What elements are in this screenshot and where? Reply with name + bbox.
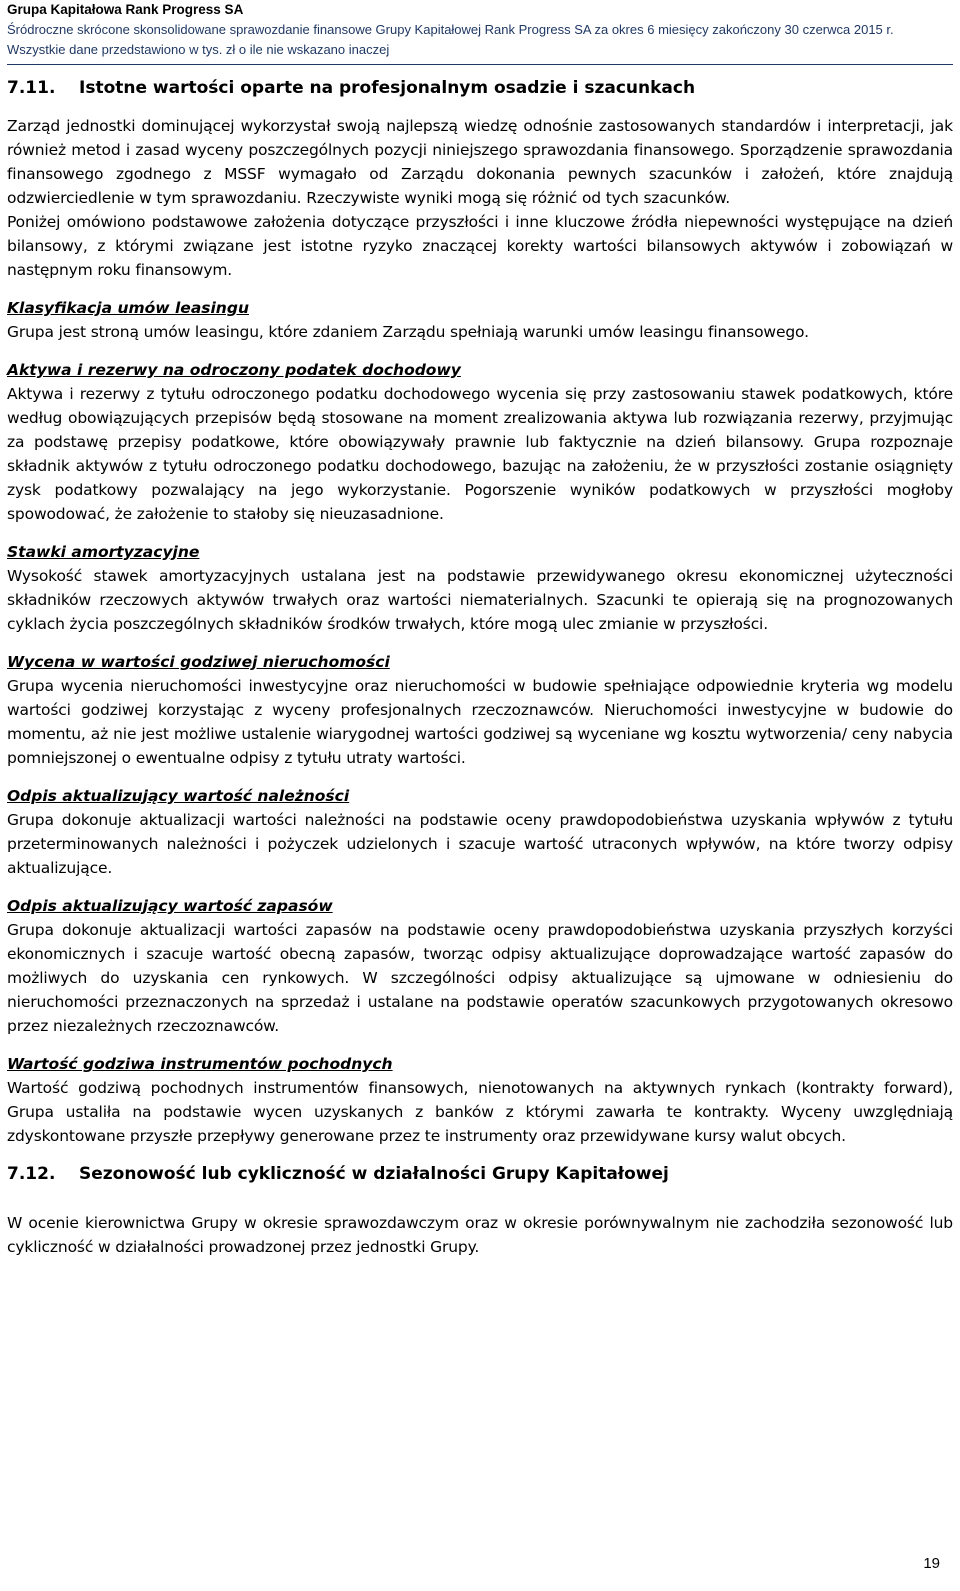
subsection-title-deferred-tax: Aktywa i rezerwy na odroczony podatek dochodowy	[7, 361, 461, 379]
subsection-title-fair-value-property: Wycena w wartości godziwej nieruchomości	[7, 653, 390, 671]
company-name: Grupa Kapitałowa Rank Progress SA	[7, 2, 244, 17]
intro-paragraph-2: Poniżej omówiono podstawowe założenia dotyczące przyszłości i inne kluczowe źródła niepewności występujące na dzień bilansowy, z którymi związane jest istotne ryzyko znaczącej korekty wartości bilansowych aktywów i zobowiązań w następnym roku finansowym.	[7, 213, 953, 279]
section-heading-7-12	[7, 1162, 953, 1186]
document-body	[7, 76, 953, 1259]
report-subtitle: Śródroczne skrócone skonsolidowane sprawozdanie finansowe Grupy Kapitałowej Rank Progress SA za okres 6 miesięcy zakończony 30 czerwca 2015 r.	[7, 22, 894, 37]
subsection-text-inventory: Grupa dokonuje aktualizacji wartości zapasów na podstawie oceny prawdopodobieństwa uzyskania przyszłych korzyści ekonomicznych i szacuje wartość obecną zapasów, tworząc odpisy aktualizujące doprowadzające wartość zapasów do możliwych do uzyskania cen rynkowych. W szczególności odpisy aktualizujące są ujmowane w odniesieniu do nieruchomości przeznaczonych na sprzedaż i ustalane na podstawie operatów szacunkowych przygotowanych okresowo przez niezależnych rzeczoznawców.	[7, 921, 953, 1035]
section-number: 7.11.	[7, 78, 56, 98]
subsection-title-inventory: Odpis aktualizujący wartość zapasów	[7, 897, 333, 915]
subsection-text-depreciation: Wysokość stawek amortyzacyjnych ustalana jest na podstawie przewidywanego okresu ekonomicznej użyteczności składników rzeczowych aktywów trwałych oraz wartości niematerialnych. Szacunki te opierają się na prognozowanych cyklach życia poszczególnych składników środków trwałych, które mogą ulec zmianie w przyszłości.	[7, 567, 953, 633]
page-header	[7, 0, 953, 60]
page-number: 19	[923, 1555, 940, 1572]
subsection-text-derivatives: Wartość godziwą pochodnych instrumentów finansowych, nienotowanych na aktywnych rynkach (kontrakty forward), Grupa ustaliła na podstawie wycen uzyskanych z banków z którymi zawarła te kontrakty. Wyceny uwzględniają zdyskontowane przyszłe przepływy generowane przez te instrumenty oraz przewidywane kursy walut obcych.	[7, 1079, 953, 1145]
seasonality-paragraph: W ocenie kierownictwa Grupy w okresie sprawozdawczym oraz w okresie porównywalnym nie zachodziła sezonowość lub cykliczność w działalności prowadzonej przez jednostki Grupy.	[7, 1214, 953, 1256]
subsection-title-depreciation: Stawki amortyzacyjne	[7, 543, 200, 561]
subsection-text-leasing: Grupa jest stroną umów leasingu, które zdaniem Zarządu spełniają warunki umów leasingu finansowego.	[7, 323, 809, 341]
subsection-text-deferred-tax: Aktywa i rezerwy z tytułu odroczonego podatku dochodowego wycenia się przy zastosowaniu stawek podatkowych, które według obowiązujących przepisów będą stosowane na moment zrealizowania aktywa lub rozwiązania rezerwy, przyjmując za podstawę przepisy podatkowe, które obowiązywały prawnie lub faktycznie na dzień bilansowy. Grupa rozpoznaje składnik aktywów z tytułu odroczonego podatku dochodowego, bazując na założeniu, że w przyszłości zostanie osiągnięty zysk podatkowy pozwalający na jego wykorzystanie. Pogorszenie wyników podatkowych w przyszłości mogłoby spowodować, że założenie to stałoby się nieuzasadnione.	[7, 385, 953, 523]
header-divider	[7, 64, 953, 65]
subsection-title-leasing: Klasyfikacja umów leasingu	[7, 299, 249, 317]
subsection-text-fair-value-property: Grupa wycenia nieruchomości inwestycyjne oraz nieruchomości w budowie spełniające odpowiednie kryteria wg modelu wartości godziwej korzystając z wyceny profesjonalnych rzeczoznawców. Nieruchomości inwestycyjne w budowie do momentu, aż nie jest możliwe ustalenie wiarygodnej wartości godziwej są wyceniane wg kosztu wytworzenia/ ceny nabycia pomniejszonej o ewentualne odpisy z tytułu utraty wartości.	[7, 677, 953, 767]
section-heading-7-11	[7, 76, 953, 100]
section-title: Sezonowość lub cykliczność w działalności Grupy Kapitałowej	[79, 1164, 669, 1184]
section-number: 7.12.	[7, 1164, 56, 1184]
subsection-text-receivables: Grupa dokonuje aktualizacji wartości należności na podstawie oceny prawdopodobieństwa uzyskania wpływów z tytułu przeterminowanych należności i pożyczek udzielonych i szacuje wartość utraconych wpływów, na które tworzy odpisy aktualizujące.	[7, 811, 953, 877]
intro-paragraph: Zarząd jednostki dominującej wykorzystał swoją najlepszą wiedzę odnośnie zastosowanych standardów i interpretacji, jak również metod i zasad wyceny poszczególnych pozycji niniejszego sprawozdania finansowego. Sporządzenie sprawozdania finansowego zgodnego z MSSF wymagało od Zarządu dokonania pewnych szacunków i założeń, które znajdują odzwierciedlenie w tym sprawozdaniu. Rzeczywiste wyniki mogą się różnić od tych szacunków.	[7, 117, 953, 207]
subsection-title-receivables: Odpis aktualizujący wartość należności	[7, 787, 350, 805]
subsection-title-derivatives: Wartość godziwa instrumentów pochodnych	[7, 1055, 393, 1073]
section-title: Istotne wartości oparte na profesjonalnym osadzie i szacunkach	[79, 78, 696, 98]
currency-note: Wszystkie dane przedstawiono w tys. zł o ile nie wskazano inaczej	[7, 42, 390, 57]
